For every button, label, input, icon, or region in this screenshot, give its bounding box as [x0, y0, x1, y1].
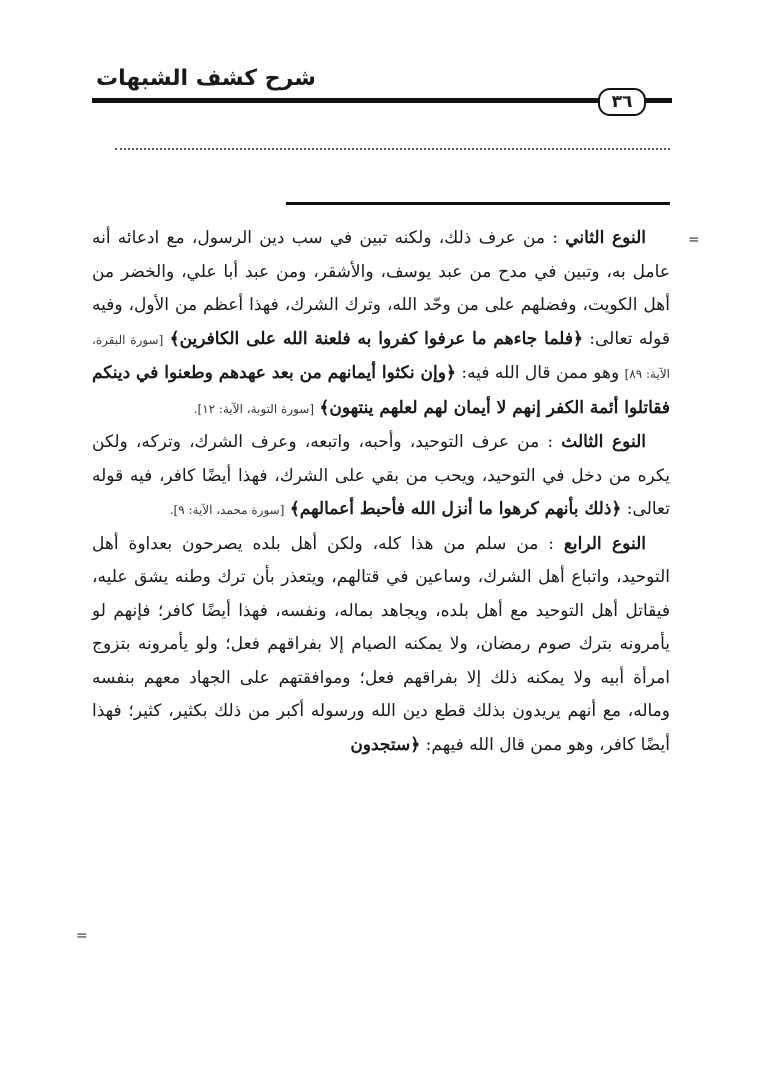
page-number: ٣٦	[598, 88, 646, 116]
quran-verse: ﴿ذلك بأنهم كرهوا ما أنزل الله فأحبط أعمالهم﴾	[289, 499, 622, 519]
paragraph-type-3	[92, 426, 670, 528]
dotted-separator	[115, 148, 670, 150]
paragraph-text: وهو ممن قال الله فيه:	[461, 363, 620, 383]
verse-reference: [سورة التوبة، الآية: ١٢].	[193, 401, 315, 416]
book-title: شرح كشف الشبهات	[96, 66, 316, 91]
paragraph-text: : من عرف التوحيد، وأحبه، واتبعه، وعرف الشرك، وتركه، ولكن يكره من دخل في التوحيد، ويحب من بقي على الشرك، فهذا أيضًا كافر، فيه قوله تعالى:	[92, 432, 670, 519]
paragraph-type-4	[92, 528, 670, 763]
paragraph-heading: النوع الثالث	[561, 432, 646, 452]
page-body	[92, 222, 670, 762]
verse-reference: [سورة البقرة، الآية: ٨٩]	[92, 332, 670, 381]
paragraph-heading: النوع الثاني	[565, 228, 646, 248]
paragraph-type-2	[92, 222, 670, 426]
margin-mark-bottom: =	[76, 928, 88, 944]
paragraph-text: : من سلم من هذا كله، ولكن أهل بلده يصرحون بعداوة أهل التوحيد، واتباع أهل الشرك، وساعين في قتالهم، ويتعذر بأن ترك وطنه يشق عليه، فيقاتل أهل التوحيد مع أهل بلده، ويجاهد بماله، ونفسه، فهذا أيضًا كافر؛ فإنهم لو يأمرونه بترك صوم رمضان، ولا يمكنه الصيام إلا بفراقهم فعل؛ ولو يأمرونه بتزوج امرأة أبيه ولا يمكنه ذلك إلا بفراقهم فعل؛ وموافقتهم على الجهاد معهم بنفسه وماله، مع أنهم يريدون بذلك قطع دين الله ورسوله أكبر من ذلك بكثير، كثير؛ فهذا أيضًا كافر، وهو ممن قال الله فيهم:	[92, 533, 670, 755]
section-rule	[286, 202, 670, 205]
header-rule	[92, 98, 672, 103]
paragraph-text: : من عرف ذلك، ولكنه تبين في سب دين الرسول، مع ادعائه أنه عامل به، وتبين في مدح من عبد يوسف، والأشقر، ومن عبد أبا علي، والخضر من أهل الكويت، وفضلهم على من وحّد الله، وترك الشرك، فهذا أعظم من الأول، وفيه قوله تعالى:	[92, 228, 671, 349]
quran-verse: ﴿ستجدون	[350, 734, 421, 755]
quran-verse: ﴿وإن نكثوا أيمانهم من بعد عهدهم وطعنوا في دينكم فقاتلوا أئمة الكفر إنهم لا أيمان لهم لعلهم ينتهون﴾	[92, 363, 670, 418]
paragraph-heading: النوع الرابع	[563, 533, 646, 554]
quran-verse: ﴿فلما جاءهم ما عرفوا كفروا به فلعنة الله على الكافرين﴾	[169, 328, 583, 349]
verse-reference: [سورة محمد، الآية: ٩].	[169, 503, 285, 517]
margin-mark-top: =	[688, 232, 700, 248]
